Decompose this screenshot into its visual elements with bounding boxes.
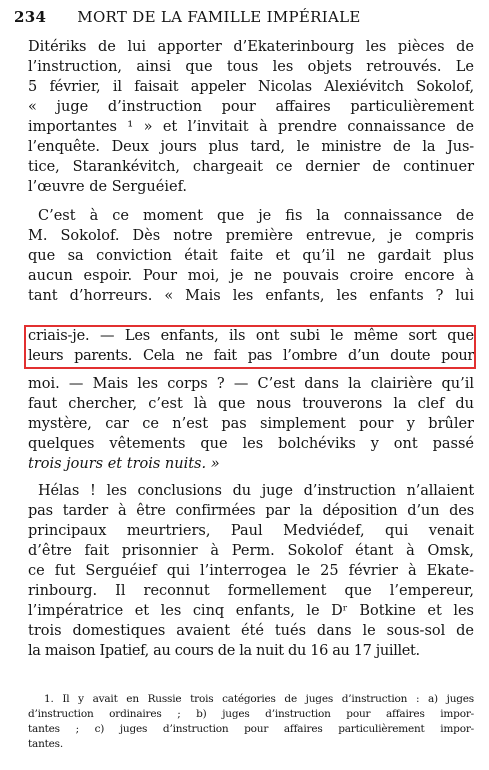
text-line: tant d’horreurs. « Mais les enfants, les enfants ? lui [28, 288, 474, 304]
text-line: l’instruction, ainsi que tous les objets retrouvés. Le [28, 59, 474, 75]
footnote-line: tantes. [28, 738, 64, 750]
page-number: 234 [14, 8, 47, 26]
text-line: Hélas ! les conclusions du juge d’instruction n’allaient [38, 483, 474, 499]
text-line: moi. — Mais les corps ? — C’est dans la clairière qu’il [28, 376, 474, 392]
footnote-line: tantes ; c) juges d’instruction pour affaires particulièrement impor- [28, 723, 474, 735]
text-line: l’œuvre de Serguéief. [28, 179, 188, 195]
text-line: tice, Starankévitch, chargeait ce dernier de continuer [28, 159, 474, 175]
text-line: rinbourg. Il reconnut formellement que l’empereur, [28, 583, 474, 599]
text-line: aucun espoir. Pour moi, je ne pouvais croire encore à [28, 268, 474, 284]
text-line: l’enquête. Deux jours plus tard, le ministre de la Jus- [28, 139, 474, 155]
text-line: leurs parents. Cela ne fait pas l’ombre d’un doute pour [28, 348, 474, 364]
text-line: faut chercher, c’est là que nous trouverons la clef du [28, 396, 474, 412]
footnote-line: 1. Il y avait en Russie trois catégories de juges d’instruction : a) juges [44, 693, 474, 705]
running-title: MORT DE LA FAMILLE IMPÉRIALE [77, 8, 361, 26]
text-line: pas tarder à être confirmées par la déposition d’un des [28, 503, 474, 519]
text-line: d’être fait prisonnier à Perm. Sokolof étant à Omsk, [28, 543, 474, 559]
text-line: criais-je. — Les enfants, ils ont subi le même sort que [28, 328, 474, 344]
text-line: trois jours et trois nuits. » [28, 456, 220, 472]
text-line: que sa conviction était faite et qu’il ne gardait plus [28, 248, 474, 264]
highlight-box [24, 325, 476, 369]
text-line: Ditériks de lui apporter d’Ekaterinbourg les pièces de [28, 39, 474, 55]
text-line: 5 février, il faisait appeler Nicolas Alexiévitch Sokolof, [28, 79, 474, 95]
text-line: mystère, car ce n’est pas simplement pour y brûler [28, 416, 474, 432]
text-line: principaux meurtriers, Paul Medviédef, qui venait [28, 523, 474, 539]
footnote-line: d’instruction ordinaires ; b) juges d’instruction pour affaires impor- [28, 708, 474, 720]
text-line: l’impératrice et les cinq enfants, le Dʳ Botkine et les [28, 603, 474, 619]
text-line: trois domestiques avaient été tués dans le sous-sol de [28, 623, 474, 639]
text-line: quelques vêtements que les bolchéviks y ont passé [28, 436, 474, 452]
text-line: la maison Ipatief, au cours de la nuit du 16 au 17 juillet. [28, 643, 420, 659]
running-header [14, 6, 474, 28]
text-line: M. Sokolof. Dès notre première entrevue, je compris [28, 228, 474, 244]
text-line: « juge d’instruction pour affaires particulièrement [28, 99, 474, 115]
text-line: ce fut Serguéief qui l’interrogea le 25 février à Ekate- [28, 563, 474, 579]
text-line: C’est à ce moment que je fis la connaissance de [38, 208, 474, 224]
text-line: importantes ¹ » et l’invitait à prendre connaissance de [28, 119, 474, 135]
